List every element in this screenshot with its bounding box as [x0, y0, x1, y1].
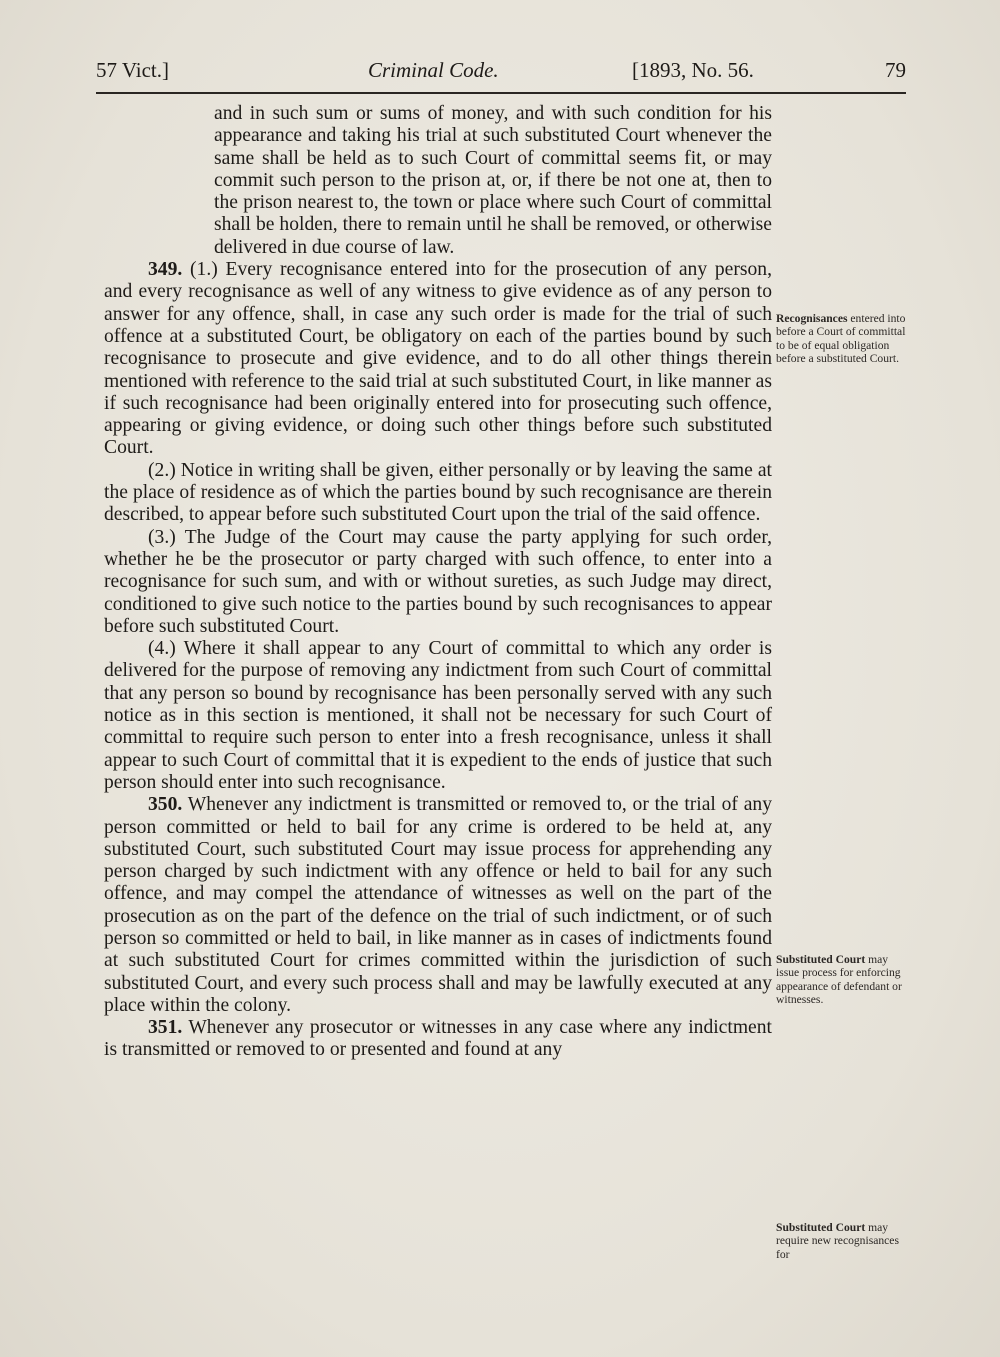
page-number: 79 [885, 58, 906, 82]
section-number: 349. [148, 259, 183, 281]
section-350: 350. Whenever any indictment is transmitted or removed to, or the trial of any person committed or held to bail for any crime is ordered to be held at, any substituted Court, such substituted Court may issue process for apprehending any person charged by such indictment with any offence or held to bail for any such offence, and may compel the attendance of witnesses as well on the part of the prosecution as on the part of the defence on the trial of such indictment, or of such person so committed or held to bail, in like manner as in cases of indictments found at such substituted Court for crimes committed within the jurisdiction of such substituted Court, and every such process shall and may be lawfully executed at any place within the colony. [104, 794, 772, 1016]
header-title: Criminal Code. [368, 58, 499, 82]
margin-note-350: Substituted Court may issue process for enforcing appearance of defendant or witnesses. [776, 953, 902, 1007]
section-351: 351. Whenever any prosecutor or witnesses in any case where any indictment is transmitted or removed to or presented and found at any [104, 1017, 772, 1061]
header-rule [96, 92, 906, 94]
body-text [104, 103, 772, 1062]
continued-paragraph: and in such sum or sums of money, and with such condition for his appearance and taking his trial at such substituted Court whenever the same shall be held as to such Court of committal seems fit, or may commit such person to the prison at, or, if there be not one at, then to the prison nearest to, the town or place where such Court of committal shall be holden, there to remain until he shall be removed, or otherwise delivered in due course of law. [214, 103, 772, 258]
section-349-subsection-2: (2.) Notice in writing shall be given, either personally or by leaving the same at the place of residence as of which the parties bound by such recognisance are therein described, to appear before such substituted Court upon the trial of the said offence. [104, 459, 772, 526]
section-number: 350. [148, 794, 183, 816]
margin-note-351: Substituted Court may require new recognisances for [776, 1221, 899, 1261]
header-act-reference: [1893, No. 56. [632, 58, 754, 82]
section-349-subsection-3: (3.) The Judge of the Court may cause the party applying for such order, whether he be the prosecutor or party charged with such offence, to enter into a recognisance for such sum, and with or without sureties, as such Judge may direct, conditioned to give such notice to the parties bound by such recognisances to appear before such substituted Court. [104, 526, 772, 637]
header-regnal-year: 57 Vict.] [96, 58, 170, 82]
section-number: 351. [148, 1017, 183, 1039]
running-header [96, 58, 906, 88]
section-349-subsection-1: 349. (1.) Every recognisance entered into for the prosecution of any person, and every recognisance as well of any witness to give evidence as of any person to answer for any offence, shall, in case any such order is made for the trial of such offence at a substituted Court, be obligatory on each of the parties bound by such recognisance to prosecute and give evidence, and to do all other things therein mentioned with reference to the said trial at such substituted Court, in like manner as if such recognisance had been originally entered into for prosecuting such offence, appearing or giving evidence, or doing such other things before such substituted Court. [104, 259, 772, 459]
margin-note-349: Recognisances entered into before a Court of committal to be of equal obligation before a substituted Court. [776, 312, 906, 366]
section-349-subsection-4: (4.) Where it shall appear to any Court of committal to which any order is delivered for the purpose of removing any indictment from such Court of committal that any person so bound by recognisance has been personally served with any such notice as in this section is mentioned, it shall not be necessary for such Court of committal to require such person to enter into a fresh recognisance, unless it shall appear to such Court of committal that it is expedient to the ends of justice that such person should enter into such recognisance. [104, 638, 772, 793]
